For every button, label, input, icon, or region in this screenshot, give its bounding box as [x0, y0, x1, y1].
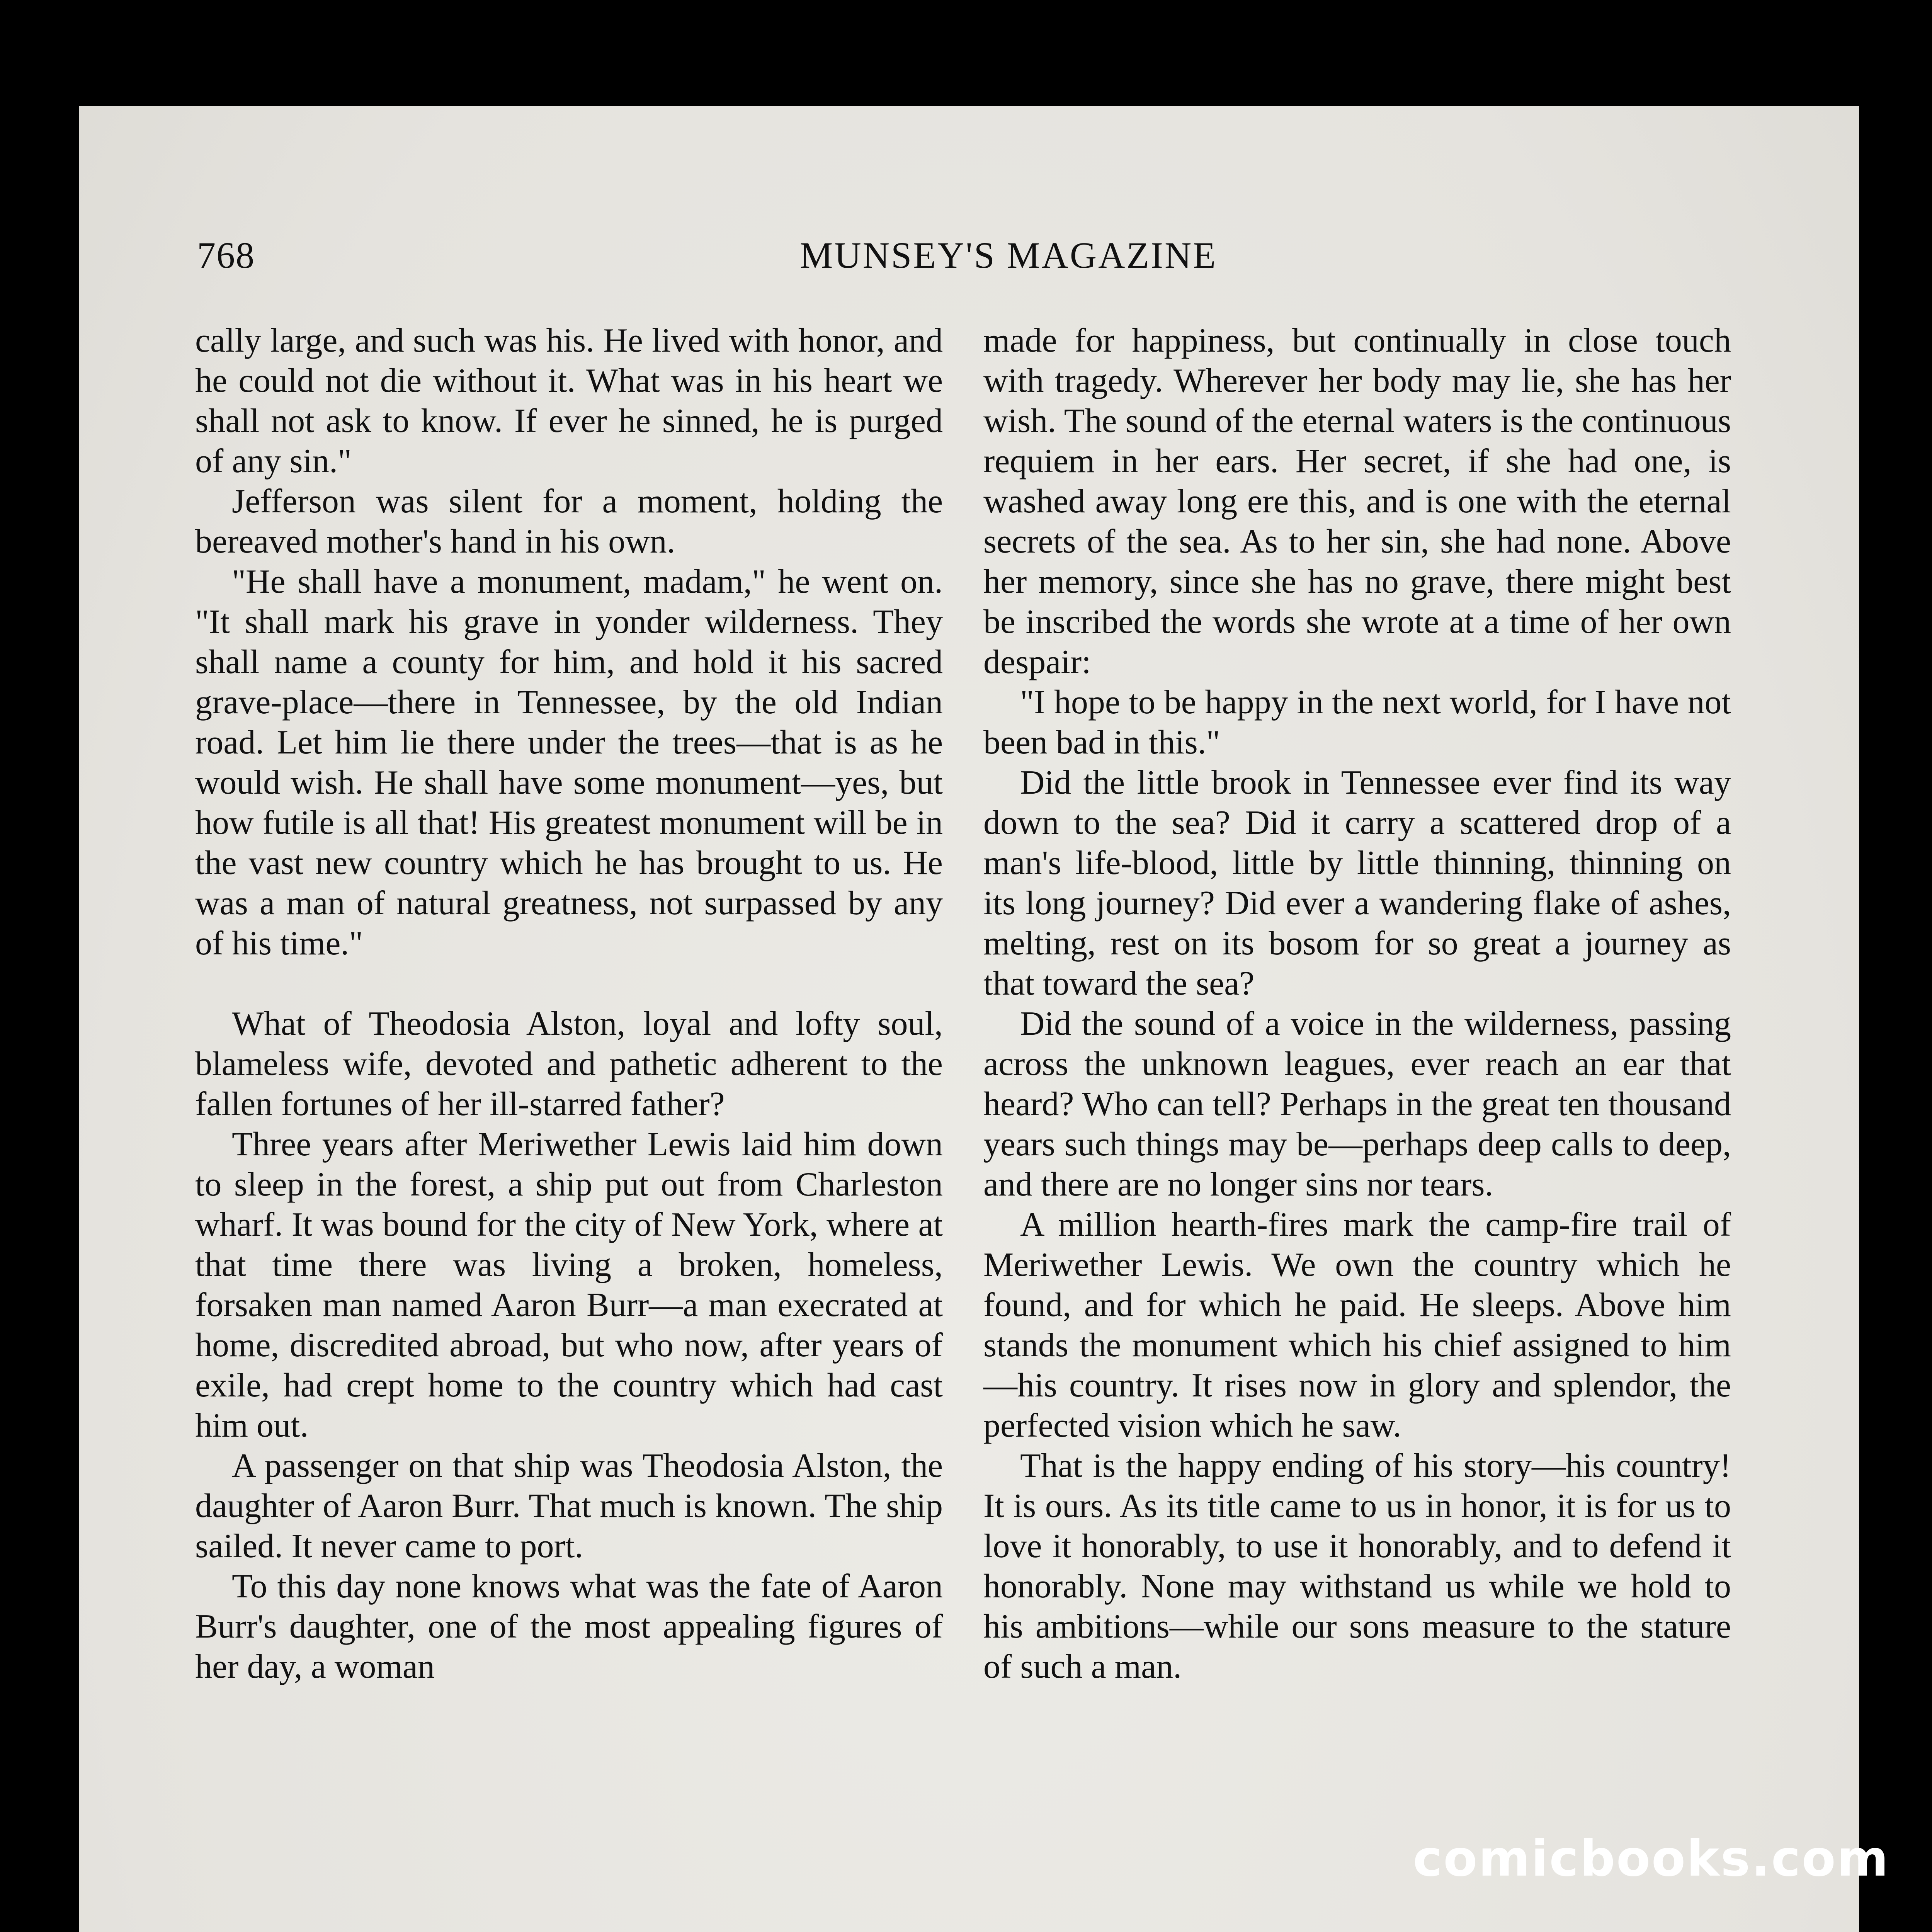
paragraph: made for happiness, but continually in close touch with tragedy. Wherever her body may lie, she has her wish. The sound of the eternal waters is the continuous requiem in her ears. Her secret, if she had one, is washed away long ere this, and is one with the eternal secrets of the sea. As to her sin, she had none. Above her memory, since she has no grave, there might best be inscribed the words she wrote at a time of her own despair: — [983, 322, 1731, 681]
article-body — [195, 321, 1741, 1932]
right-column — [983, 321, 1731, 1687]
page-number: 768 — [197, 235, 255, 276]
paragraph: Jefferson was silent for a moment, holding the bereaved mother's hand in his own. — [195, 483, 943, 560]
paragraph: "I hope to be happy in the next world, for I have not been bad in this." — [983, 684, 1731, 761]
paragraph: What of Theodosia Alston, loyal and lofty soul, blameless wife, devoted and pathetic adherent to the fallen fortunes of her ill-starred father? — [195, 1005, 943, 1123]
running-head: MUNSEY'S MAGAZINE — [800, 235, 1217, 276]
paragraph: That is the happy ending of his story—his country! It is ours. As its title came to us in honor, it is for us to love it honorably, to use it honorably, and to defend it honorably. None may withstand us while we hold to his ambitions—while our sons measure to the stature of such a man. — [983, 1447, 1731, 1685]
paragraph: Three years after Meriwether Lewis laid him down to sleep in the forest, a ship put out from Charleston wharf. It was bound for the city of New York, where at that time there was living a broken, homeless, forsaken man named Aaron Burr—a man execrated at home, discredited abroad, but who now, after years of exile, had crept home to the country which had cast him out. — [195, 1126, 943, 1444]
left-column — [195, 321, 943, 1687]
paragraph: cally large, and such was his. He lived with honor, and he could not die without it. What was in his heart we shall not ask to know. If ever he sinned, he is purged of any sin." — [195, 322, 943, 480]
paragraph: Did the little brook in Tennessee ever find its way down to the sea? Did it carry a scattered drop of a man's life-blood, little by little thinning, thinning on its long journey? Did ever a wandering flake of ashes, melting, rest on its bosom for so great a journey as that toward the sea? — [983, 764, 1731, 1002]
paragraph: To this day none knows what was the fate of Aaron Burr's daughter, one of the most appealing figures of her day, a woman — [195, 1568, 943, 1685]
paragraph: A passenger on that ship was Theodosia Alston, the daughter of Aaron Burr. That much is known. The ship sailed. It never came to port. — [195, 1447, 943, 1565]
paragraph: A million hearth-fires mark the camp-fire trail of Meriwether Lewis. We own the country which he found, and for which he paid. He sleeps. Above him stands the monument which his chief assigned to him—his country. It rises now in glory and splendor, the perfected vision which he saw. — [983, 1206, 1731, 1444]
magazine-page — [79, 106, 1859, 1932]
paragraph: Did the sound of a voice in the wilderness, passing across the unknown leagues, ever reach an ear that heard? Who can tell? Perhaps in the great ten thousand years such things may be—perhaps deep calls to deep, and there are no longer sins nor tears. — [983, 1005, 1731, 1203]
paragraph: "He shall have a monument, madam," he went on. "It shall mark his grave in yonder wilderness. They shall name a county for him, and hold it his sacred grave-place—there in Tennessee, by the old Indian road. Let him lie there under the trees—that is as he would wish. He shall have some monument—yes, but how futile is all that! His greatest monument will be in the vast new country which he has brought to us. He was a man of natural greatness, not surpassed by any of his time." — [195, 563, 943, 962]
page-header — [197, 234, 1743, 288]
site-watermark: comicbooks.com — [1413, 1830, 1889, 1888]
